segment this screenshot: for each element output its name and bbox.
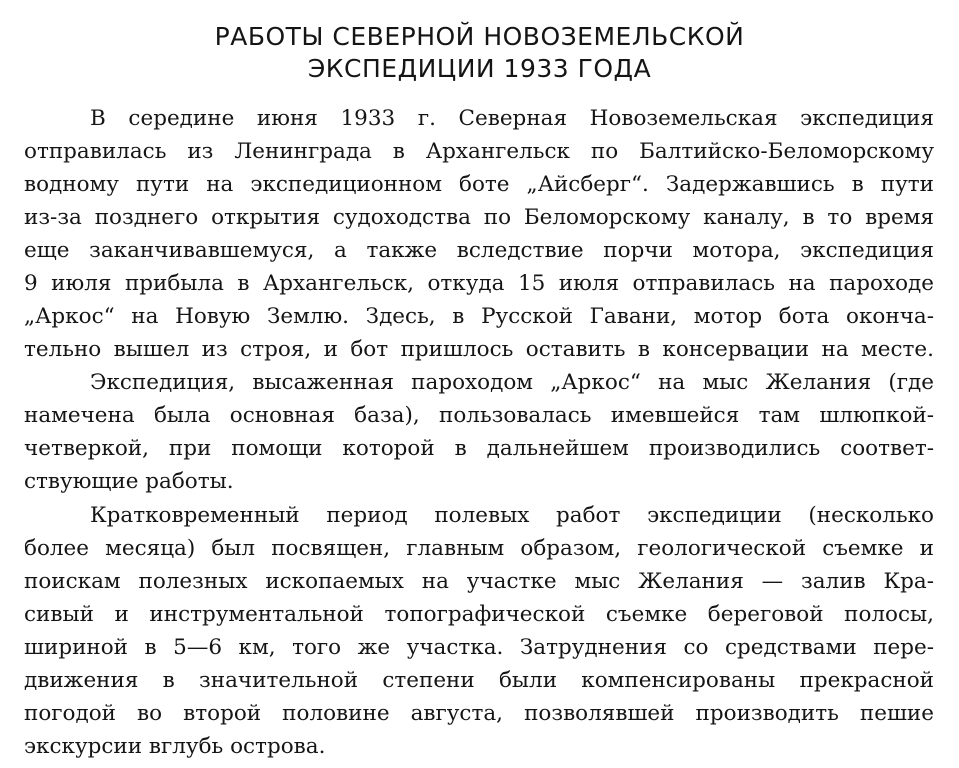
article-title-line-2: ЭКСПЕДИЦИИ 1933 ГОДА (307, 54, 652, 83)
text-line: „Аркос“ на Новую Землю. Здесь, в Русской Гавани, мотор бота оконча- (24, 304, 934, 329)
text-line: намечена была основная база), пользовалась имевшейся там шлюпкой- (24, 403, 934, 428)
text-line: отправилась из Ленинграда в Архангельск по Балтийско-Беломорскому (24, 139, 934, 164)
text-line: Экспедиция, высаженная пароходом „Аркос“ на мыс Желания (где (90, 370, 934, 395)
text-line: погодой во второй половине августа, позволявшей производить пешие (24, 701, 934, 726)
article-title-line-1: РАБОТЫ СЕВЕРНОЙ НОВОЗЕМЕЛЬСКОЙ (214, 22, 745, 51)
text-line: тельно вышел из строя, и бот пришлось оставить в консервации на месте. (24, 337, 934, 362)
text-line: четверкой, при помощи которой в дальнейшем производились соответ- (24, 436, 934, 461)
text-line: еще заканчивавшемуся, а также вследствие порчи мотора, экспедиция (24, 238, 934, 263)
text-line: 9 июля прибыла в Архангельск, откуда 15 июля отправилась на пароходе (24, 271, 934, 296)
text-line: В середине июня 1933 г. Северная Новоземельская экспедиция (90, 106, 934, 131)
text-line: более месяца) был посвящен, главным образом, геологической съемке и (24, 536, 934, 561)
text-line: шириной в 5—6 км, того же участка. Затруднения со средствами пере- (24, 635, 934, 660)
text-line: экскурсии вглубь острова. (24, 734, 326, 759)
text-line: водному пути на экспедиционном боте „Айсберг“. Задержавшись в пути (24, 172, 934, 197)
text-line: сивый и инструментальной топографической съемке береговой полосы, (24, 602, 934, 627)
text-line: движения в значительной степени были компенсированы прекрасной (24, 668, 934, 693)
text-line: поискам полезных ископаемых на участке мыс Желания — залив Кра- (24, 569, 934, 594)
text-line: Кратковременный период полевых работ экспедиции (несколько (90, 503, 934, 528)
text-line: из-за позднего открытия судоходства по Беломорскому каналу, в то время (24, 205, 934, 230)
text-line: ствующие работы. (24, 469, 234, 494)
